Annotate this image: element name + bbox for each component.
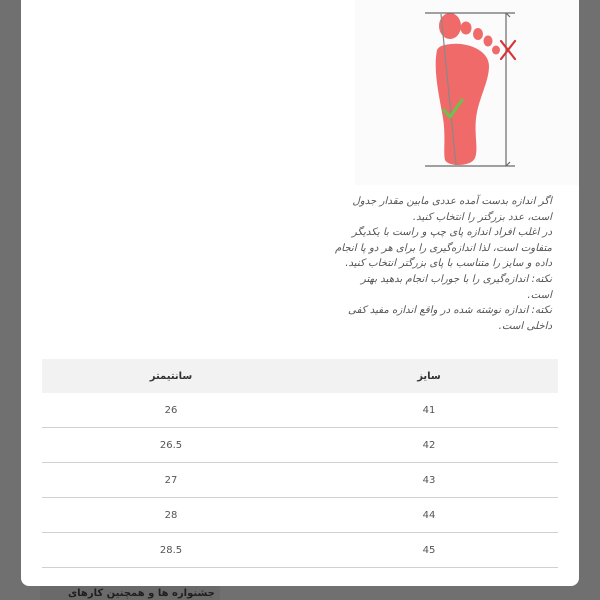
cell-cm: 28 — [42, 498, 300, 533]
table-row — [42, 393, 558, 428]
size-guide-modal — [21, 0, 579, 586]
foot-measurement-illustration — [355, 0, 579, 185]
cross-icon — [501, 41, 515, 59]
instruction-line: است، عدد بزرگتر را انتخاب کنید. — [412, 211, 552, 223]
cell-size: 45 — [300, 533, 558, 568]
table-header-row — [42, 359, 558, 393]
table-row — [42, 463, 558, 498]
cell-cm: 28.5 — [42, 533, 300, 568]
instruction-line: است. — [527, 289, 552, 301]
cell-size: 44 — [300, 498, 558, 533]
header-cm: سانتیمتر — [42, 359, 300, 393]
instruction-line: اگر اندازه بدست آمده عددی مابین مقدار جدول — [352, 196, 552, 207]
cell-size: 41 — [300, 393, 558, 428]
cell-size: 43 — [300, 463, 558, 498]
instruction-line: داده و سایز را متناسب با پای بزرگتر انتخاب کنید. — [345, 258, 552, 270]
size-guide-instructions — [334, 194, 552, 334]
size-table — [42, 359, 558, 568]
header-size: سایز — [300, 359, 558, 393]
cell-cm: 27 — [42, 463, 300, 498]
instruction-line: در اغلب افراد اندازه پای چپ و راست با یکدیگر — [351, 227, 552, 239]
foot-diagram — [355, 0, 579, 185]
cell-cm: 26 — [42, 393, 300, 428]
instruction-line: داخلی است. — [498, 320, 552, 332]
background-page-text: جشنواره ها و همچنین کارهای — [68, 588, 215, 599]
table-row — [42, 498, 558, 533]
instruction-line: نکته: اندازه‌گیری را با جوراب انجام بدهید بهتر — [360, 273, 552, 285]
table-row — [42, 533, 558, 568]
cell-size: 42 — [300, 428, 558, 463]
cell-cm: 26.5 — [42, 428, 300, 463]
instruction-line: نکته: اندازه نوشته شده در واقع اندازه مفید کفی — [348, 305, 552, 317]
instruction-line: متفاوت است، لذا اندازه‌گیری را برای هر دو پا انجام — [334, 242, 552, 254]
foot-sole-icon — [436, 13, 500, 165]
table-row — [42, 428, 558, 463]
